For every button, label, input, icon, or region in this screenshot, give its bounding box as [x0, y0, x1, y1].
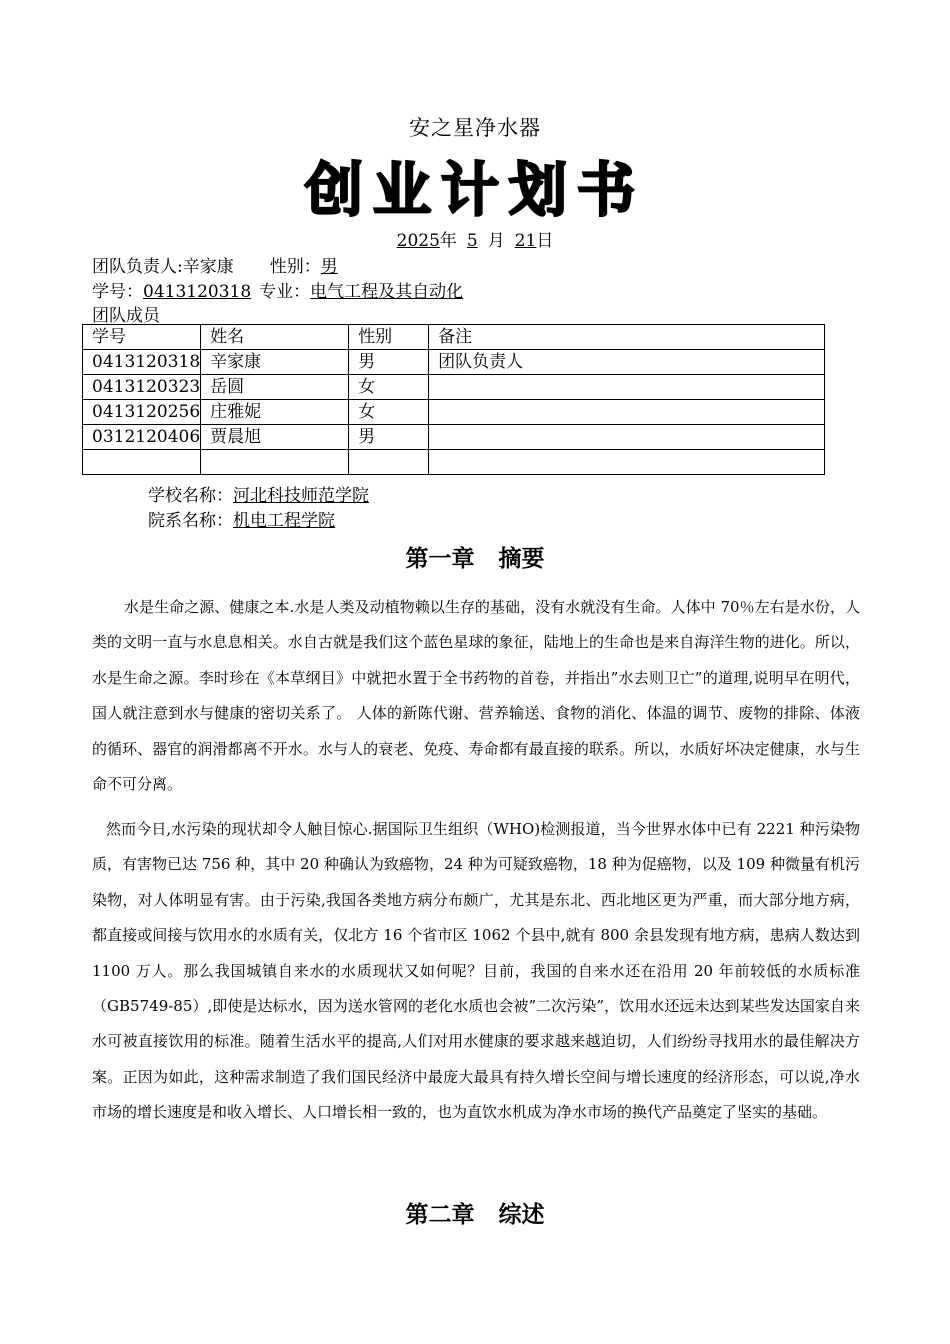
members-label: 团队成员 — [92, 306, 160, 326]
major-value: 电气工程及其自动化 — [310, 282, 464, 302]
date-day-unit: 日 — [536, 231, 554, 251]
table-header-cell: 备注 — [429, 325, 825, 350]
date-month-unit: 月 — [487, 231, 505, 251]
table-cell — [429, 375, 825, 400]
chapter-1-paragraph-1: 水是生命之源、健康之本.水是人类及动植物赖以生存的基础，没有水就没有生命。人体中 70％左右是水份，人类的文明一直与水息息相关。水自古就是我们这个蓝色星球的象征，陆地上的生命也是来自海洋生物的进化。所以，水是生命之源。李时珍在《本草纲目》中就把水置于全书药物的首卷，并指出”水去则卫亡”的道理,说明早在明代，国人就注意到水与健康的密切关系了。 人体的新陈代谢、营养输送、食物的消化、体温的调节、废物的排除、体液的循环、器官的润滑都离不开水。水与人的衰老、免疫、寿命都有最直接的联系。所以，水质好坏决定健康，水与生命不可分离。 — [92, 598, 860, 794]
dept-value: 机电工程学院 — [233, 511, 335, 531]
table-cell: 岳圆 — [201, 375, 349, 400]
product-name: 安之星净水器 — [409, 116, 541, 140]
table-cell: 女 — [349, 375, 429, 400]
student-line — [92, 277, 463, 302]
dept-line — [148, 506, 335, 531]
student-id-label: 学号： — [92, 282, 143, 302]
chapter-1-heading — [0, 540, 950, 573]
major-label: 专业： — [259, 282, 311, 302]
members-table — [82, 324, 825, 475]
table-row — [83, 400, 825, 425]
table-cell: 0413120256 — [83, 400, 201, 425]
school-label: 学校名称： — [148, 486, 233, 506]
table-cell — [83, 450, 201, 475]
table-header-row — [83, 325, 825, 350]
table-row — [83, 425, 825, 450]
table-header-cell: 姓名 — [201, 325, 349, 350]
date-year-unit: 年 — [439, 231, 457, 251]
gender-label: 性别： — [269, 257, 321, 277]
chapter-2-title: 综述 — [498, 1202, 545, 1228]
table-cell: 男 — [349, 350, 429, 375]
gender-value: 男 — [320, 257, 338, 277]
chapter-1-title: 摘要 — [498, 546, 545, 572]
date-day: 21 — [514, 231, 537, 251]
table-cell: 团队负责人 — [429, 350, 825, 375]
leader-value: 辛家康 — [182, 257, 234, 277]
chapter-2-heading — [0, 1196, 950, 1229]
table-cell — [429, 450, 825, 475]
chapter-1-number: 第一章 — [405, 546, 475, 572]
table-row — [83, 350, 825, 375]
document-title: 创业计划书 — [304, 156, 645, 224]
table-cell: 辛家康 — [201, 350, 349, 375]
table-header-cell: 学号 — [83, 325, 201, 350]
table-row — [83, 375, 825, 400]
date-year: 2025 — [396, 231, 440, 251]
table-cell — [201, 450, 349, 475]
date-month: 5 — [466, 231, 478, 251]
table-cell: 0413120323 — [83, 375, 201, 400]
table-cell: 0413120318 — [83, 350, 201, 375]
leader-line — [92, 252, 338, 277]
table-header-cell: 性别 — [349, 325, 429, 350]
dept-label: 院系名称： — [148, 511, 233, 531]
table-row — [83, 450, 825, 475]
table-cell — [349, 450, 429, 475]
table-cell — [429, 425, 825, 450]
chapter-2-number: 第二章 — [405, 1202, 475, 1228]
table-cell: 庄雅妮 — [201, 400, 349, 425]
table-cell: 男 — [349, 425, 429, 450]
chapter-1-paragraph-2: 然而今日,水污染的现状却令人触目惊心.据国际卫生组织（WHO)检测报道，当今世界水体中已有 2221 种污染物质，有害物已达 756 种，其中 20 种确认为致癌物，24 种为可疑致癌物，18 种为促癌物，以及 109 种微量有机污染物，对人体明显有害。由于污染,我国各类地方病分布颇广，尤其是东北、西北地区更为严重，而大部分地方病，都直接或间接与饮用水的水质有关，仅北方 16 个省市区 1062 个县中,就有 800 余县发现有地方病，患病人数达到 1100 万人。那么我国城镇自来水的水质现状又如何呢？目前，我国的自来水还在沿用 20 年前较低的水质标准（GB5749-85）,即使是达标水，因为送水管网的老化水质也会被”二次污染”，饮用水还远未达到某些发达国家自来水可被直接饮用的标准。随着生活水平的提高,人们对用水健康的要求越来越迫切，人们纷纷寻找用水的最佳解决方案。正因为如此，这种需求制造了我们国民经济中最庞大最具有持久增长空间与增长速度的经济形态，可以说,净水市场的增长速度是和收入增长、人口增长相一致的，也为直饮水机成为净水市场的换代产品奠定了坚实的基础。 — [92, 820, 860, 1122]
date-line — [0, 226, 950, 251]
table-cell: 贾晨旭 — [201, 425, 349, 450]
table-cell: 女 — [349, 400, 429, 425]
student-id-value: 0413120318 — [143, 282, 252, 302]
school-line — [148, 481, 369, 506]
table-cell: 0312120406 — [83, 425, 201, 450]
table-cell — [429, 400, 825, 425]
leader-label: 团队负责人: — [92, 257, 183, 277]
school-value: 河北科技师范学院 — [233, 486, 369, 506]
